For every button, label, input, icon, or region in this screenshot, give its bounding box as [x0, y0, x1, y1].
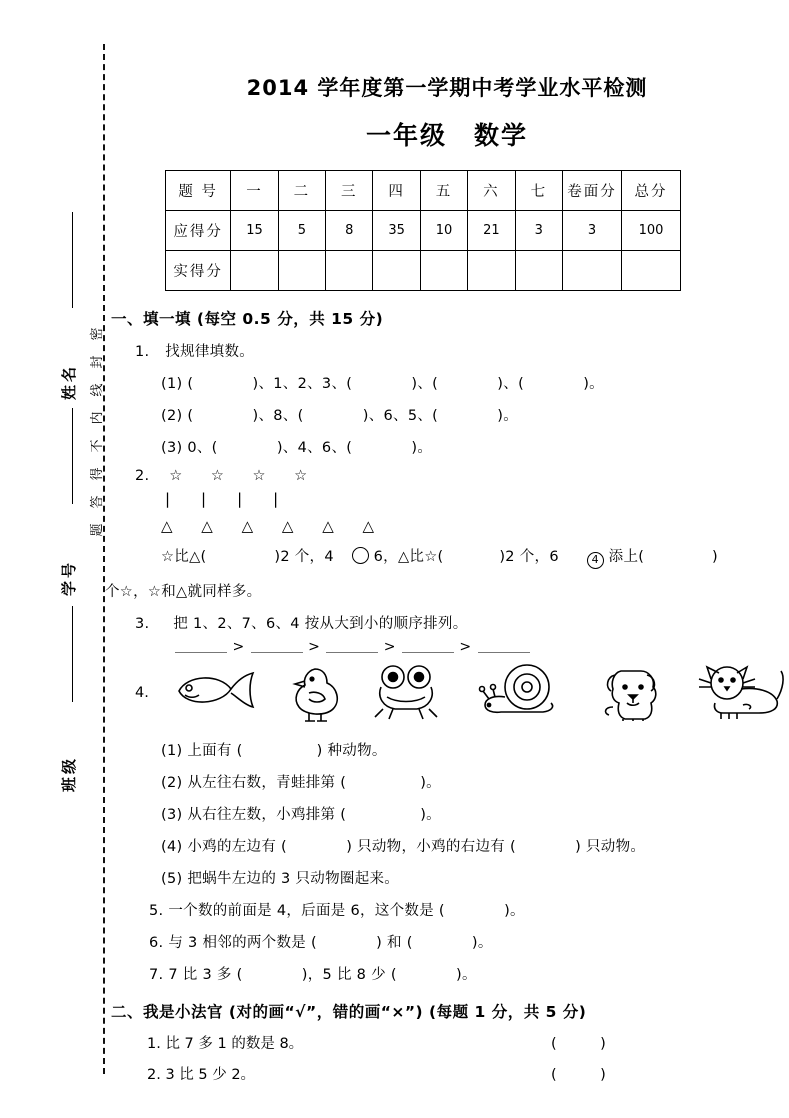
seal-vtext-char-3: 内 [90, 411, 105, 425]
triangle-group: △ △ △ △ △ △ [161, 517, 387, 535]
order-blank-3[interactable] [326, 639, 378, 653]
q2-text-d: )2 个，6 [499, 548, 559, 565]
order-blank-1[interactable] [175, 639, 227, 653]
actual-score-7[interactable] [563, 251, 622, 291]
empty-circle-icon[interactable] [352, 547, 369, 564]
dog-icon [599, 663, 669, 723]
chick-icon [285, 663, 355, 723]
seal-rule-3 [72, 606, 73, 702]
order-sep-2: > [308, 638, 321, 655]
question-4-item-4[interactable]: (4) 小鸡的左边有 ( ) 只动物，小鸡的右边有 ( ) 只动物。 [161, 838, 646, 855]
due-score-2: 8 [326, 211, 373, 251]
star-group: ☆ ☆ ☆ ☆ [169, 468, 320, 484]
question-7[interactable]: 7. 7 比 3 多 ( )，5 比 8 少 ( )。 [149, 966, 477, 983]
actual-score-0[interactable] [231, 251, 278, 291]
q2-text-a: ☆比△( [161, 548, 207, 565]
seal-vtext-char-7: 题 [90, 523, 105, 537]
judge-item-1-box[interactable]: ( ) [551, 1035, 606, 1052]
section-two-heading: 二、我是小法官 (对的画“√”，错的画“×”) (每题 1 分，共 5 分) [111, 1002, 587, 1021]
question-1-stem: 找规律填数。 [165, 344, 255, 360]
q2-text-e: 添上( [608, 548, 645, 565]
actual-score-6[interactable] [515, 251, 562, 291]
seal-vtext-char-6: 答 [90, 495, 105, 509]
question-2-tail: 个☆，☆和△就同样多。 [105, 583, 262, 600]
seal-label-name: 姓名 [60, 363, 78, 400]
actual-score-4[interactable] [420, 251, 467, 291]
table-row-actual [166, 251, 681, 291]
q2-text-f: ) [712, 548, 719, 565]
q2-text-b: )2 个，4 [274, 548, 334, 565]
order-sep-4: > [459, 638, 473, 655]
animal-figure-row [105, 659, 789, 725]
actual-score-8[interactable] [621, 251, 680, 291]
score-col-6: 七 [515, 171, 562, 211]
subject-title: 一年级 数学 [365, 121, 528, 150]
cat-icon [697, 663, 789, 721]
score-col-1: 二 [278, 171, 325, 211]
question-6[interactable]: 6. 与 3 相邻的两个数是 ( ) 和 ( )。 [149, 934, 493, 951]
seal-label-class: 班级 [60, 755, 78, 792]
snail-icon [475, 663, 567, 721]
seal-vtext-char-5: 得 [90, 467, 105, 481]
seal-rule-1 [72, 212, 73, 308]
question-4-number: 4. [135, 684, 149, 701]
question-2-number: 2. [135, 468, 150, 484]
question-1-number: 1. [135, 344, 150, 360]
question-1-item-3[interactable]: (3) 0、( )、4、6、( )。 [161, 440, 433, 456]
section-one-heading: 一、填一填 (每空 0.5 分，共 15 分) [111, 310, 384, 328]
actual-score-2[interactable] [326, 251, 373, 291]
judge-item-1[interactable] [147, 1032, 789, 1053]
judge-item-1-text: 1. 比 7 多 1 的数是 8。 [147, 1035, 304, 1052]
due-score-1: 5 [278, 211, 325, 251]
due-score-7: 3 [563, 211, 622, 251]
seal-vtext-char-4: 不 [90, 439, 105, 453]
question-3-answer-line[interactable] [175, 639, 789, 655]
q2-text-c: 6，△比☆( [373, 548, 444, 565]
order-sep-1: > [232, 638, 246, 655]
fish-icon [167, 663, 259, 719]
order-sep-3: > [383, 638, 397, 655]
circled-number-icon: 4 [587, 552, 604, 569]
due-score-0: 15 [231, 211, 278, 251]
score-col-3: 四 [373, 171, 420, 211]
due-score-8: 100 [621, 211, 680, 251]
question-2-compare-line[interactable] [161, 545, 789, 569]
judge-item-2[interactable] [147, 1063, 789, 1084]
question-3 [135, 612, 789, 633]
due-score-6: 3 [515, 211, 562, 251]
score-col-7: 卷面分 [563, 171, 622, 211]
score-col-4: 五 [420, 171, 467, 211]
bar-group: | | | | [163, 490, 290, 508]
seal-rule-2 [72, 408, 73, 504]
order-blank-5[interactable] [478, 639, 530, 653]
judge-item-2-text: 2. 3 比 5 少 2。 [147, 1066, 256, 1083]
score-col-5: 六 [468, 171, 515, 211]
due-score-5: 21 [468, 211, 515, 251]
question-2 [135, 468, 789, 484]
table-row-header [166, 171, 681, 211]
score-row-label-0: 题 号 [166, 171, 231, 211]
score-col-0: 一 [231, 171, 278, 211]
actual-score-5[interactable] [468, 251, 515, 291]
due-score-4: 10 [420, 211, 467, 251]
seal-margin [0, 0, 105, 1118]
due-score-3: 35 [373, 211, 420, 251]
table-row-due [166, 211, 681, 251]
question-3-number: 3. [135, 615, 150, 632]
question-3-stem: 把 1、2、7、6、4 按从大到小的顺序排列。 [173, 615, 468, 632]
question-4-item-5[interactable]: (5) 把蜗牛左边的 3 只动物圈起来。 [161, 870, 400, 887]
frog-icon [367, 663, 445, 721]
seal-vtext-char-1: 封 [90, 355, 105, 369]
content-column [105, 0, 789, 1118]
order-blank-2[interactable] [251, 639, 303, 653]
actual-score-1[interactable] [278, 251, 325, 291]
score-row-label-1: 应得分 [166, 211, 231, 251]
question-1-item-1[interactable]: (1) ( )、1、2、3、( )、( )、( )。 [161, 376, 604, 392]
actual-score-3[interactable] [373, 251, 420, 291]
order-blank-4[interactable] [402, 639, 454, 653]
question-1 [135, 340, 789, 361]
score-row-label-2: 实得分 [166, 251, 231, 291]
question-5[interactable]: 5. 一个数的前面是 4，后面是 6，这个数是 ( )。 [149, 902, 525, 919]
score-col-8: 总分 [621, 171, 680, 211]
page-title: 2014 学年度第一学期中考学业水平检测 [246, 76, 648, 100]
seal-vtext-char-2: 线 [90, 383, 105, 397]
seal-label-student-id: 学号 [60, 559, 78, 596]
question-4-item-3[interactable]: (3) 从右往左数，小鸡排第 ( )。 [161, 806, 441, 823]
question-4-item-2[interactable]: (2) 从左往右数，青蛙排第 ( )。 [161, 774, 441, 791]
seal-vtext-char-0: 密 [90, 327, 105, 341]
judge-item-2-box[interactable]: ( ) [551, 1066, 606, 1083]
score-col-2: 三 [326, 171, 373, 211]
question-4-item-1[interactable]: (1) 上面有 ( ) 种动物。 [161, 742, 387, 759]
score-table [165, 170, 681, 291]
question-1-item-2[interactable]: (2) ( )、8、( )、6、5、( )。 [161, 408, 519, 424]
